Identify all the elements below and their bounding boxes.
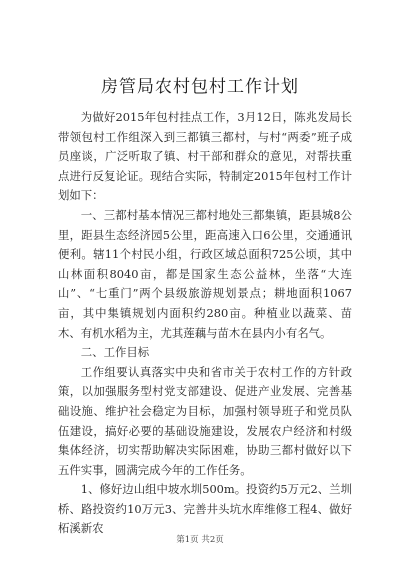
intro-paragraph: 为做好2015年包村挂点工作，3月12日，陈兆发局长带领包村工作组深入到三都镇三都村，与村“两委”班子成员座谈，广泛听取了镇、村干部和群众的意见，对帮扶重点进行反复论证。现结合实际，特制定2015年包村工作计划如下：	[58, 110, 352, 203]
page-footer: 第1页 共2页	[176, 535, 224, 545]
section-heading-goals: 二、工作目标	[80, 345, 150, 360]
document-body	[58, 108, 352, 539]
document-title: 房管局农村包村工作计划	[101, 77, 299, 97]
tasks-paragraph: 1、修好边山组中坡水圳500m。投资约5万元2、兰圳桥、路投资约10万元3、完善井头坑水库维修工程4、做好柘溪新农	[58, 482, 352, 536]
basic-info-paragraph: 一、三都村基本情况三都村地处三都集镇，距县城8公里，距县生态经济园5公里，距高速入口6公里，交通通讯便利。辖11个村民小组，行政区域总面积725公顷，其中山林面积8040亩，都是国家生态公益林，坐落“大连山”、“七重门”两个县级旅游规划景点；耕地面积1067亩，其中集镇规划内面积约280亩。种植业以蔬菜、苗木、有机水稻为主，尤其莲藕与苗木在县内小有名气。	[58, 207, 352, 340]
goals-paragraph: 工作组要认真落实中央和省市关于农村工作的方针政策，以加强服务型村党支部建设、促进产业发展、完善基础设施、维护社会稳定为目标，加强村领导班子和党员队伍建设，搞好必要的基础设施建设，发展农户经济和村级集体经济，切实帮助解决实际困难，协助三都村做好以下五件实事，圆满完成今年的工作任务。	[58, 364, 352, 477]
